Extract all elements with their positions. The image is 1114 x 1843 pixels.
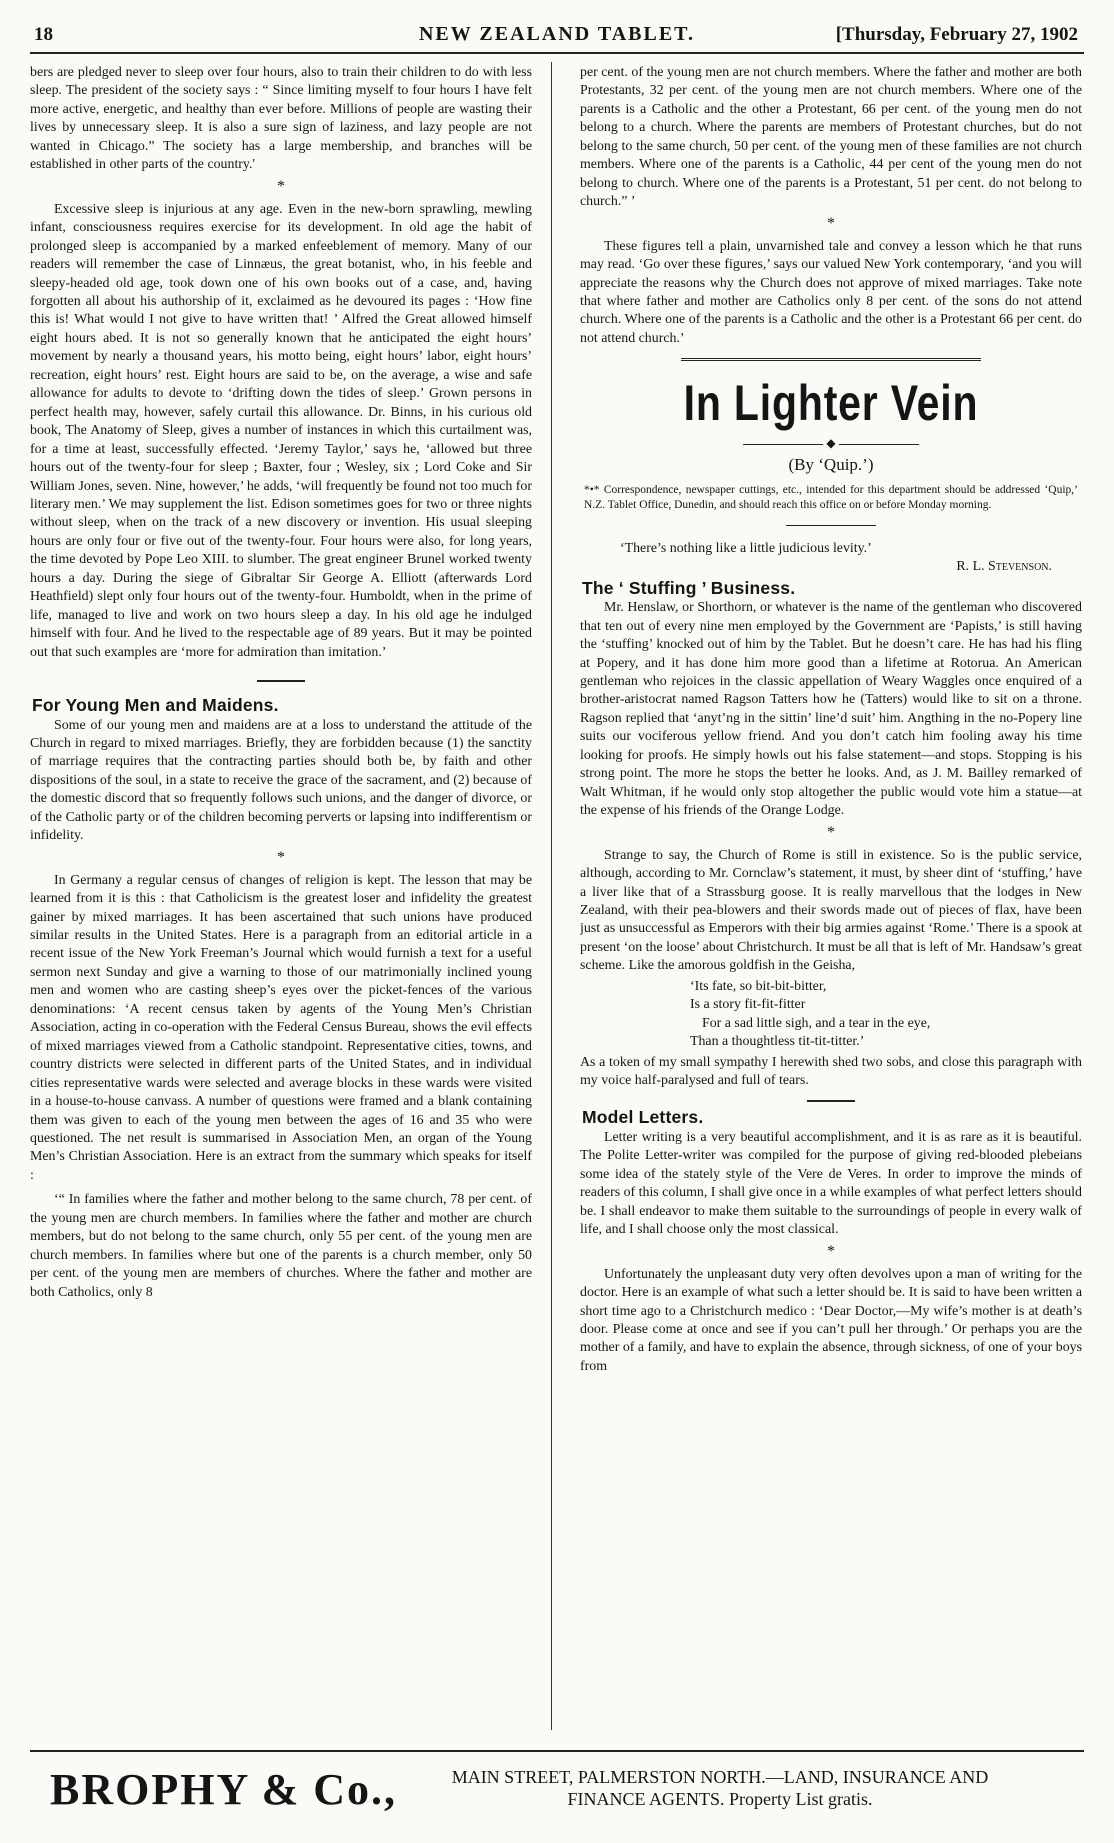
ornament-rule: ◆ <box>580 436 1082 450</box>
editorial-note: *•* Correspondence, newspaper cuttings, etc., intended for this department should be addressed ‘Quip,’ N.Z. Tablet Office, Dunedin, and should reach this office on or before Monday morning. <box>584 483 1078 511</box>
paragraph: Some of our young men and maidens are at a loss to understand the attitude of the Church in regard to mixed marriages. Briefly, they are forbidden because (1) the sanctity of marriage requires that the contracting parties should both be, by faith and other dispositions of the soul, in a state to receive the grace of the sacrament, and (2) because of the domestic discord that so frequently follows such unions, and the danger of divorce, or of the Catholic party or of the children becoming perverts or lapsing into indifferentism or infidelity. <box>30 717 532 844</box>
verse-line: ‘Its fate, so bit-bit-bitter, <box>690 978 827 994</box>
verse-line: For a sad little sigh, and a tear in the eye, <box>702 1015 931 1031</box>
ad-line: MAIN STREET, PALMERSTON NORTH.—LAND, INSURANCE AND <box>451 1767 989 1787</box>
epigraph-attribution: R. L. Stevenson. <box>956 559 1052 575</box>
byline: (By ‘Quip.’) <box>788 455 874 475</box>
divider <box>257 680 305 682</box>
advertiser-name: BROPHY & Co., <box>50 1765 398 1814</box>
section-star: * <box>277 177 285 195</box>
section-heading: Model Letters. <box>582 1107 704 1128</box>
divider <box>786 525 876 526</box>
page-number: 18 <box>34 24 53 45</box>
paragraph: In Germany a regular census of changes of religion is kept. The lesson that may be learned from it is this : that Catholicism is the greatest loser and infidelity the greatest gainer by mixed marriages. It has been ascertained that such unions have produced similar results in the United States. Here is a paragraph from an editorial article in a recent issue of the New York Freeman’s Journal which would furnish a text for a useful sermon next Sunday and give a warning to those of our matrimonially inclined young men and women who are casting sheep’s eyes over the picket-fences of the various denominations: ‘A recent census taken by agents of the Young Men’s Christian Association, acting in co-operation with the Federal Census Bureau, shows the evil effects of mixed marriages viewed from a Catholic standpoint. Representative cities, towns, and country districts were selected in different parts of the United States, and in individual cities representative wards were selected and average blocks in these wards were visited in a house-to-house canvass. A number of questions were framed and a blank containing them was given to each of the young men between the ages of 16 and 35 who were questioned. The net result is summarised in Association Men, an organ of the Young Men’s Christian Association. Here is an extract from the summary which speaks for itself : <box>30 872 532 1183</box>
paragraph: Unfortunately the unpleasant duty very often devolves upon a man of writing for the doctor. Here is an example of what such a letter should be. It is said to have been written a short time ago to a Christchurch medico : ‘Dear Doctor,—My wife’s mother is at death’s door. Please come at once and see if you can’t pull her through.’ Or perhaps you are the mother of a family, and have to explain the absence, through sickness, of one of your boys from <box>580 1266 1082 1374</box>
section-star: * <box>827 1242 835 1260</box>
header-rule <box>30 52 1084 54</box>
verse-line: Is a story fit-fit-fitter <box>690 997 806 1013</box>
paragraph: These figures tell a plain, unvarnished tale and convey a lesson which he that runs may read. ‘Go over these figures,’ says our valued New York contemporary, ‘and you will appreciate the reasons why the Church does not approve of mixed marriages. Take note that where father and mother are Catholics only 8 per cent. of the sons do not attend church. Where one of the parents is a Catholic and the other is a Protestant 66 per cent. do not attend church.’ <box>580 238 1082 346</box>
section-star: * <box>277 848 285 866</box>
column-divider <box>551 62 552 1730</box>
column-title: In Lighter Vein <box>683 375 979 432</box>
verse-line: Than a thoughtless tit-tit-titter.’ <box>690 1034 865 1050</box>
footer-advertisement <box>30 1762 1084 1826</box>
ad-line: FINANCE AGENTS. Property List gratis. <box>567 1789 873 1809</box>
verse <box>690 978 1082 1052</box>
advertisement-text <box>360 1766 1080 1810</box>
section-heading: For Young Men and Maidens. <box>32 695 279 716</box>
paragraph: Letter writing is a very beautiful accomplishment, and it is as rare as it is beautiful. The Polite Letter-writer was compiled for the purpose of giving red-blooded plebeians some idea of the stately style of the Vere de Veres. In order to improve the minds of readers of this column, I shall give once in a while examples of what perfect letters should be. I shall endeavor to make them suitable to the surroundings of people in every walk of life, and I shall choose only the most classical. <box>580 1129 1082 1238</box>
footer-rule <box>30 1750 1084 1752</box>
paragraph: bers are pledged never to sleep over four hours, also to train their children to do with less sleep. The president of the society says : “ Since limiting myself to four hours I have felt more active, energetic, and healthy than ever before. Millions of people are wasting their lives by unnecessary sleep. It is also a sure sign of laziness, and lazy people are not wanted in Chicago.” The society has a large membership, and branches will be established in other parts of the country.' <box>30 65 532 173</box>
paragraph: As a token of my small sympathy I herewith shed two sobs, and close this paragraph with my voice half-paralysed and full of tears. <box>580 1054 1082 1089</box>
issue-date: [Thursday, February 27, 1902 <box>835 24 1078 45</box>
right-column <box>580 64 1082 1734</box>
left-column <box>30 64 532 1734</box>
page-header <box>30 22 1084 52</box>
section-heading: The ‘ Stuffing ’ Business. <box>582 577 796 598</box>
section-star: * <box>827 214 835 232</box>
paragraph: Mr. Henslaw, or Shorthorn, or whatever is the name of the gentleman who discovered that ten out of every nine men employed by the Government are ‘Papists,’ is still having the ‘stuffing’ knocked out of him by the Tablet. But he doesn’t care. He has had his fling at Popery, and it has done him more good than a lifetime at Rotorua. An American gentleman who rejoices in the classic appellation of Weary Waggles once enquired of a brother-aristocrat named Ragson Tatters how he (Tatters) would like to sit on a throne. Ragson replied that ‘anyt’ng in the sittin’ line’d suit’ him. Angthing in the no-Popery line suits our vociferous yellow friend. And you don’t catch him fooling away his time looking for proofs. He simply howls out his false statement—and stops. Stopping is his strong point. The more he stops the better he looks. And, as J. M. Bailley remarked of Walt Whitman, if he would only stop altogether the public would vote him a statue—at the expense of his friends of the Orange Lodge. <box>580 600 1082 819</box>
paragraph: Strange to say, the Church of Rome is still in existence. So is the public service, although, according to Mr. Cornclaw’s statement, it must, by sheer dint of ‘stuffing,’ have a liver like that of a Strassburg goose. It is really marvellous that the lodges in New Zealand, with their pea-blowers and their swords made out of pieces of flax, have been just as unsuccessful as Emperors with their big armies against ‘Rome.’ There is a spook at present ‘on the loose’ about Christchurch. It must be all that is left of Mr. Handsaw’s great scheme. Like the amorous goldfish in the Geisha, <box>580 847 1082 974</box>
double-rule <box>681 358 981 364</box>
divider <box>807 1100 855 1102</box>
epigraph: ‘There’s nothing like a little judicious levity.’ <box>620 540 872 556</box>
section-star: * <box>827 823 835 841</box>
paragraph: Excessive sleep is injurious at any age. Even in the new-born sprawling, mewling infant, consciousness requires exercise for its development. In old age the habit of prolonged sleep is accompanied by a marked enfeeblement of memory. Many of our readers will remember the case of Linnæus, the great botanist, who, in his feeble and sleepy-headed old age, took down one of his own books out of a case, and, having forgotten all about his authorship of it, exclaimed as he devoured its pages : ‘How fine this is! What would I not give to have written that! ’ Alfred the Great allowed himself eight hours abed. It is not so generally known that he anticipated the eight hours’ movement by nearly a thousand years, his motto being, eight hours’ labor, eight hours’ recreation, eight hours’ rest. Eight hours are said to be, on the average, a wise and safe allowance for adults to devote to ‘drifting down the tides of sleep.’ Grown persons in perfect health may, however, safely curtail this allowance. Dr. Binns, in his curious old book, The Anatomy of Sleep, gives a number of instances in which this curtailment was, for a time at least, successfully effected. ‘Jeremy Taylor,’ says he, ‘allowed but three hours out of the twenty-four for sleep ; Baxter, four ; Wesley, six ; Lord Coke and Sir William Jones, seven. Nine, however,’ he adds, ‘will frequently be found not too much for literary men.’ We may supplement the list. Edison sometimes goes for two or three nights without sleep, when on the track of a new discovery or invention. His usual sleeping hours are only four or five out of the twenty-four. Four hours were also, for long years, the time devoted by Pope Leo XIII. to slumber. The great engineer Brunel worked twenty hours a day. During the siege of Gibraltar Sir George A. Elliott (afterwards Lord Heathfield) slept only four hours out of the twenty-four. Humboldt, when in the prime of life, managed to live and work on two hours sleep a day. In his old age he indulged himself with four. And he lived to the respectable age of 89 years. But it may be pointed out that such examples are ‘more for admiration than imitation.’ <box>30 201 532 660</box>
publication-title: NEW ZEALAND TABLET. <box>418 23 696 45</box>
paragraph: ‘“ In families where the father and mother belong to the same church, 78 per cent. of the young men are church members. In families where the father and mother are church members, but do not belong to the same church, only 55 per cent. of the young men are church members. In families where but one of the parents is a church member, only 50 per cent. of the young men are members of churches. Where the father and mother are both Catholics, only 8 <box>30 1192 532 1300</box>
paragraph: per cent. of the young men are not church members. Where the father and mother are both Protestants, 32 per cent. of the young men are not church members. Where one of the parents is a Catholic and the other a Protestant, 66 per cent. of the young men do not belong to a church. Where the parents are members of Protestant churches, but do not belong to the same church, 50 per cent. of the young men of these families are not church members. Where one of the parents is a Catholic, 44 per cent of the young men do not belong to church. Where one of the parents is a Protestant, 51 per cent. do not belong to church.” ’ <box>580 65 1082 210</box>
